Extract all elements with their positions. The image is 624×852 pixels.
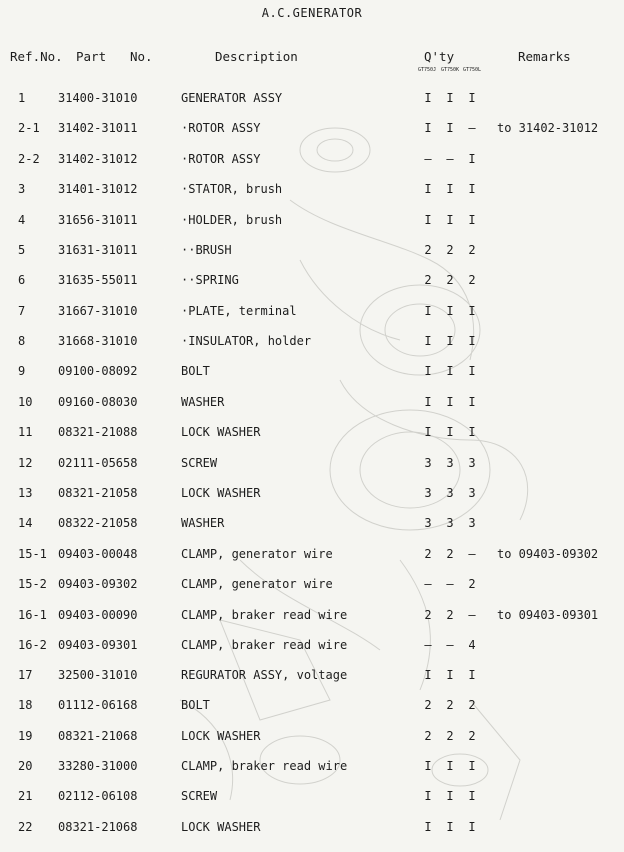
part-no-cell: 01112-06168 bbox=[58, 698, 138, 712]
remarks-cell: to 31402-31012 bbox=[497, 121, 599, 135]
description-cell: LOCK WASHER bbox=[181, 729, 261, 743]
ref-no-cell: 9 bbox=[18, 364, 26, 378]
part-no-cell: 31401-31012 bbox=[58, 182, 138, 196]
ref-no-cell: 13 bbox=[18, 486, 33, 500]
header-ref-no: Ref.No. bbox=[10, 49, 63, 64]
qty-cell: – bbox=[468, 121, 476, 135]
qty-cell: I bbox=[468, 213, 476, 227]
qty-cell: I bbox=[468, 789, 476, 803]
qty-cell: 2 bbox=[446, 243, 454, 257]
description-cell: CLAMP, generator wire bbox=[181, 547, 333, 561]
qty-cell: 2 bbox=[424, 608, 432, 622]
ref-no-cell: 8 bbox=[18, 334, 26, 348]
description-cell: SCREW bbox=[181, 456, 218, 470]
table-row bbox=[0, 577, 624, 597]
description-cell: ·STATOR, brush bbox=[181, 182, 283, 196]
qty-cell: 2 bbox=[424, 547, 432, 561]
description-cell: ·ROTOR ASSY bbox=[181, 152, 261, 166]
qty-cell: 2 bbox=[424, 273, 432, 287]
qty-cell: I bbox=[424, 668, 432, 682]
qty-cell: 2 bbox=[424, 698, 432, 712]
qty-cell: I bbox=[424, 759, 432, 773]
qty-subheader-model: GT750K bbox=[441, 67, 460, 73]
qty-cell: 2 bbox=[424, 243, 432, 257]
qty-cell: 2 bbox=[468, 698, 476, 712]
table-row bbox=[0, 486, 624, 506]
qty-cell: I bbox=[446, 213, 454, 227]
qty-cell: – bbox=[424, 152, 432, 166]
qty-cell: 3 bbox=[468, 516, 476, 530]
qty-cell: 2 bbox=[424, 729, 432, 743]
table-row bbox=[0, 608, 624, 628]
ref-no-cell: 2-2 bbox=[18, 152, 40, 166]
part-no-cell: 32500-31010 bbox=[58, 668, 138, 682]
qty-cell: I bbox=[424, 425, 432, 439]
part-no-cell: 09403-00048 bbox=[58, 547, 138, 561]
description-cell: CLAMP, generator wire bbox=[181, 577, 333, 591]
qty-cell: I bbox=[468, 395, 476, 409]
qty-cell: I bbox=[446, 182, 454, 196]
table-row bbox=[0, 425, 624, 445]
qty-cell: I bbox=[424, 820, 432, 834]
table-row bbox=[0, 213, 624, 233]
part-no-cell: 08321-21068 bbox=[58, 820, 138, 834]
part-no-cell: 08321-21068 bbox=[58, 729, 138, 743]
qty-cell: I bbox=[446, 121, 454, 135]
table-row bbox=[0, 121, 624, 141]
qty-cell: I bbox=[468, 334, 476, 348]
header-no: No. bbox=[130, 49, 153, 64]
qty-cell: I bbox=[446, 425, 454, 439]
qty-cell: I bbox=[446, 759, 454, 773]
part-no-cell: 31402-31012 bbox=[58, 152, 138, 166]
qty-cell: I bbox=[424, 789, 432, 803]
part-no-cell: 09403-09302 bbox=[58, 577, 138, 591]
qty-cell: I bbox=[468, 152, 476, 166]
part-no-cell: 02112-06108 bbox=[58, 789, 138, 803]
ref-no-cell: 17 bbox=[18, 668, 33, 682]
table-row bbox=[0, 820, 624, 840]
qty-cell: 3 bbox=[424, 456, 432, 470]
header-description: Description bbox=[215, 49, 298, 64]
remarks-cell: to 09403-09301 bbox=[497, 608, 599, 622]
description-cell: CLAMP, braker read wire bbox=[181, 759, 348, 773]
table-row bbox=[0, 638, 624, 658]
description-cell: ··SPRING bbox=[181, 273, 239, 287]
qty-cell: I bbox=[468, 182, 476, 196]
qty-cell: – bbox=[424, 577, 432, 591]
qty-cell: 2 bbox=[468, 577, 476, 591]
qty-cell: I bbox=[424, 213, 432, 227]
ref-no-cell: 21 bbox=[18, 789, 33, 803]
description-cell: ·ROTOR ASSY bbox=[181, 121, 261, 135]
qty-cell: 2 bbox=[446, 547, 454, 561]
description-cell: LOCK WASHER bbox=[181, 425, 261, 439]
qty-cell: I bbox=[446, 364, 454, 378]
ref-no-cell: 11 bbox=[18, 425, 33, 439]
description-cell: BOLT bbox=[181, 364, 210, 378]
qty-cell: 2 bbox=[446, 608, 454, 622]
description-cell: WASHER bbox=[181, 516, 225, 530]
ref-no-cell: 5 bbox=[18, 243, 26, 257]
ref-no-cell: 6 bbox=[18, 273, 26, 287]
table-row bbox=[0, 91, 624, 111]
qty-cell: 3 bbox=[468, 456, 476, 470]
qty-cell: – bbox=[468, 608, 476, 622]
ref-no-cell: 15-1 bbox=[18, 547, 47, 561]
qty-cell: I bbox=[468, 425, 476, 439]
page-title: A.C.GENERATOR bbox=[261, 6, 363, 20]
ref-no-cell: 20 bbox=[18, 759, 33, 773]
part-no-cell: 31402-31011 bbox=[58, 121, 138, 135]
description-cell: REGURATOR ASSY, voltage bbox=[181, 668, 348, 682]
ref-no-cell: 14 bbox=[18, 516, 33, 530]
qty-cell: I bbox=[446, 334, 454, 348]
qty-cell: I bbox=[424, 304, 432, 318]
table-row bbox=[0, 364, 624, 384]
qty-cell: I bbox=[424, 182, 432, 196]
part-no-cell: 09160-08030 bbox=[58, 395, 138, 409]
qty-cell: I bbox=[446, 91, 454, 105]
qty-cell: 3 bbox=[446, 486, 454, 500]
qty-cell: I bbox=[424, 364, 432, 378]
qty-cell: I bbox=[468, 668, 476, 682]
table-row bbox=[0, 182, 624, 202]
qty-cell: 2 bbox=[468, 273, 476, 287]
part-no-cell: 08322-21058 bbox=[58, 516, 138, 530]
ref-no-cell: 7 bbox=[18, 304, 26, 318]
table-row bbox=[0, 729, 624, 749]
table-row bbox=[0, 456, 624, 476]
description-cell: ·PLATE, terminal bbox=[181, 304, 297, 318]
table-row bbox=[0, 152, 624, 172]
qty-cell: 2 bbox=[446, 273, 454, 287]
table-row bbox=[0, 547, 624, 567]
qty-cell: I bbox=[468, 759, 476, 773]
ref-no-cell: 18 bbox=[18, 698, 33, 712]
part-no-cell: 02111-05658 bbox=[58, 456, 138, 470]
qty-cell: I bbox=[446, 820, 454, 834]
table-row bbox=[0, 698, 624, 718]
qty-cell: 3 bbox=[468, 486, 476, 500]
ref-no-cell: 19 bbox=[18, 729, 33, 743]
table-row bbox=[0, 516, 624, 536]
part-no-cell: 31667-31010 bbox=[58, 304, 138, 318]
ref-no-cell: 4 bbox=[18, 213, 26, 227]
qty-cell: 3 bbox=[446, 516, 454, 530]
ref-no-cell: 22 bbox=[18, 820, 33, 834]
qty-cell: I bbox=[424, 334, 432, 348]
qty-cell: – bbox=[446, 638, 454, 652]
qty-cell: I bbox=[446, 395, 454, 409]
ref-no-cell: 16-1 bbox=[18, 608, 47, 622]
description-cell: ·INSULATOR, holder bbox=[181, 334, 312, 348]
qty-subheader-model: GT750L bbox=[463, 67, 482, 73]
qty-subheader-model: GT750J bbox=[418, 67, 437, 73]
table-row bbox=[0, 243, 624, 263]
header-part: Part bbox=[76, 49, 107, 64]
qty-cell: I bbox=[468, 304, 476, 318]
description-cell: ··BRUSH bbox=[181, 243, 232, 257]
qty-cell: – bbox=[446, 577, 454, 591]
description-cell: ·HOLDER, brush bbox=[181, 213, 283, 227]
part-no-cell: 09100-08092 bbox=[58, 364, 138, 378]
ref-no-cell: 12 bbox=[18, 456, 33, 470]
ref-no-cell: 2-1 bbox=[18, 121, 40, 135]
qty-cell: – bbox=[468, 547, 476, 561]
qty-cell: I bbox=[468, 820, 476, 834]
part-no-cell: 31635-55011 bbox=[58, 273, 138, 287]
part-no-cell: 31656-31011 bbox=[58, 213, 138, 227]
part-no-cell: 33280-31000 bbox=[58, 759, 138, 773]
part-no-cell: 31400-31010 bbox=[58, 91, 138, 105]
qty-cell: 2 bbox=[446, 698, 454, 712]
description-cell: BOLT bbox=[181, 698, 210, 712]
table-row bbox=[0, 334, 624, 354]
ref-no-cell: 15-2 bbox=[18, 577, 47, 591]
qty-cell: I bbox=[446, 668, 454, 682]
qty-cell: I bbox=[424, 121, 432, 135]
remarks-cell: to 09403-09302 bbox=[497, 547, 599, 561]
part-no-cell: 08321-21058 bbox=[58, 486, 138, 500]
qty-cell: 3 bbox=[446, 456, 454, 470]
qty-cell: 3 bbox=[424, 486, 432, 500]
part-no-cell: 31668-31010 bbox=[58, 334, 138, 348]
qty-cell: I bbox=[468, 364, 476, 378]
qty-cell: 4 bbox=[468, 638, 476, 652]
description-cell: LOCK WASHER bbox=[181, 486, 261, 500]
part-no-cell: 31631-31011 bbox=[58, 243, 138, 257]
ref-no-cell: 1 bbox=[18, 91, 26, 105]
qty-cell: 2 bbox=[446, 729, 454, 743]
qty-cell: I bbox=[446, 304, 454, 318]
description-cell: GENERATOR ASSY bbox=[181, 91, 283, 105]
qty-cell: 2 bbox=[468, 729, 476, 743]
qty-cell: – bbox=[424, 638, 432, 652]
qty-cell: I bbox=[468, 91, 476, 105]
qty-cell: I bbox=[446, 789, 454, 803]
description-cell: WASHER bbox=[181, 395, 225, 409]
qty-cell: 2 bbox=[468, 243, 476, 257]
description-cell: CLAMP, braker read wire bbox=[181, 608, 348, 622]
description-cell: CLAMP, braker read wire bbox=[181, 638, 348, 652]
qty-cell: I bbox=[424, 91, 432, 105]
description-cell: SCREW bbox=[181, 789, 218, 803]
ref-no-cell: 10 bbox=[18, 395, 33, 409]
table-row bbox=[0, 759, 624, 779]
table-row bbox=[0, 789, 624, 809]
qty-cell: I bbox=[424, 395, 432, 409]
ref-no-cell: 16-2 bbox=[18, 638, 47, 652]
part-no-cell: 09403-00090 bbox=[58, 608, 138, 622]
description-cell: LOCK WASHER bbox=[181, 820, 261, 834]
table-row bbox=[0, 304, 624, 324]
qty-cell: 3 bbox=[424, 516, 432, 530]
part-no-cell: 09403-09301 bbox=[58, 638, 138, 652]
qty-cell: – bbox=[446, 152, 454, 166]
table-row bbox=[0, 395, 624, 415]
table-row bbox=[0, 668, 624, 688]
ref-no-cell: 3 bbox=[18, 182, 26, 196]
table-row bbox=[0, 273, 624, 293]
part-no-cell: 08321-21088 bbox=[58, 425, 138, 439]
header-remarks: Remarks bbox=[518, 49, 571, 64]
header-qty: Q'ty bbox=[424, 49, 455, 64]
